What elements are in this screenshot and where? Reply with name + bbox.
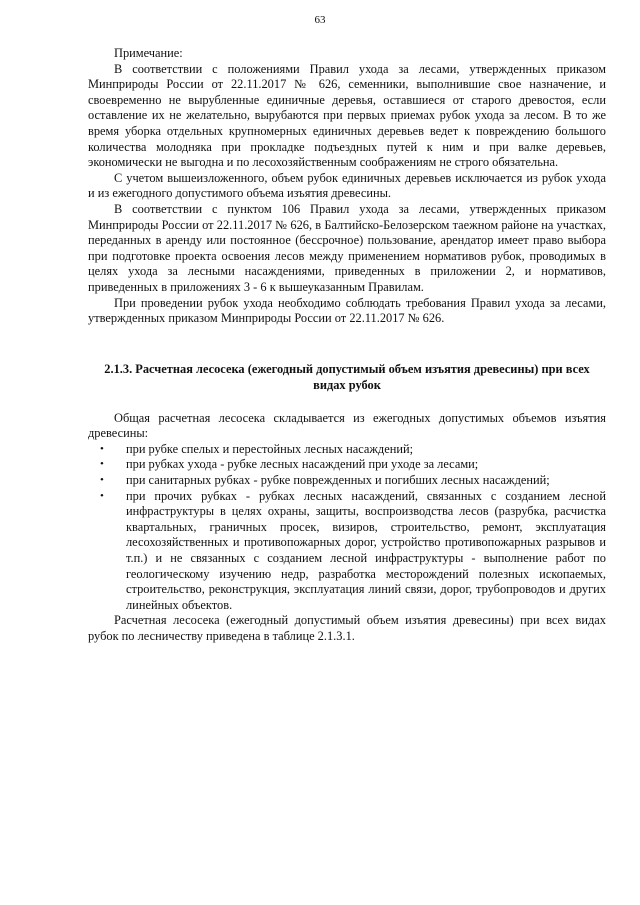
list-item-text: при рубке спелых и перестойных лесных насаждений; bbox=[126, 441, 414, 456]
bullet-icon: • bbox=[100, 442, 104, 455]
bullet-list bbox=[88, 442, 606, 614]
page-content bbox=[88, 46, 606, 645]
note-paragraph-1: В соответствии с положениями Правил ухода за лесами, утвержденных приказом Минприроды России от 22.11.2017 № 626, семенники, выполнившие свое назначение, и своевременно не вырубленные единичные деревья, оставшиеся от старого древостоя, если оставление их не желательно, вырубаются при первых приемах рубок ухода за лесом. В то же время уборка отдельных крупномерных единичных деревьев ведет к повреждению большого количества молодняка при прокладке подъездных путей к ним и при валке деревьев, экономически не выгодна и по лесохозяйственным соображениям не строго обязательна. bbox=[88, 61, 606, 170]
section-intro: Общая расчетная лесосека складывается из ежегодных допустимых объемов изъятия древесины: bbox=[88, 410, 606, 441]
section-closing: Расчетная лесосека (ежегодный допустимый объем изъятия древесины) при всех видах рубок по лесничеству приведена в таблице 2.1.3.1. bbox=[88, 613, 606, 643]
list-item-text: при рубках ухода - рубке лесных насаждений при уходе за лесами; bbox=[126, 457, 479, 472]
note-paragraph-3: В соответствии с пунктом 106 Правил ухода за лесами, утвержденных приказом Минприроды России от 22.11.2017 № 626, в Балтийско-Белозерском таежном районе на участках, переданных в аренду или постоянное (бессрочное) пользование, арендатор имеет право выбора при подготовке проекта освоения лесов между применением нормативов рубок, проводимых в целях ухода за лесными насаждениями, приведенных в приложении 2, и нормативов, приведенных в приложениях 3 - 6 к вышеуказанным Правилам. bbox=[88, 201, 606, 294]
bullet-icon: • bbox=[100, 489, 104, 502]
list-item bbox=[88, 442, 606, 458]
list-item-text: при санитарных рубках - рубке поврежденных и погибших лесных насаждений; bbox=[126, 473, 550, 488]
list-item bbox=[88, 489, 606, 614]
note-label: Примечание: bbox=[114, 46, 183, 60]
page-number: 63 bbox=[314, 14, 326, 26]
note-paragraph-4: При проведении рубок ухода необходимо соблюдать требования Правил ухода за лесами, утвержденных приказом Минприроды России от 22.11.2017 № 626. bbox=[88, 295, 606, 326]
list-item-text: при прочих рубках - рубках лесных насаждений, связанных с созданием лесной инфраструктуры в целях охраны, защиты, воспроизводства лесов (разрубка, расчистка квартальных, граничных просек, визиров, строительство, ремонт, эксплуатация лесохозяйственных и противопожарных дорог, устройство противопожарных разрывов и т.п.) и не связанных с созданием лесной инфраструктуры - выполнение работ по геологическому изучению недр, разработка месторождений полезных ископаемых, строительство, реконструкция, эксплуатация линий связи, дорог, трубопроводов и других линейных объектов. bbox=[126, 488, 606, 612]
section-heading: 2.1.3. Расчетная лесосека (ежегодный допустимый объем изъятия древесины) при всех видах рубок bbox=[104, 361, 590, 392]
list-item bbox=[88, 457, 606, 473]
bullet-icon: • bbox=[100, 458, 104, 471]
list-item bbox=[88, 473, 606, 489]
note-paragraph-2: С учетом вышеизложенного, объем рубок единичных деревьев исключается из рубок ухода и из ежегодного допустимого объема изъятия древесины. bbox=[88, 170, 606, 201]
bullet-icon: • bbox=[100, 474, 104, 487]
